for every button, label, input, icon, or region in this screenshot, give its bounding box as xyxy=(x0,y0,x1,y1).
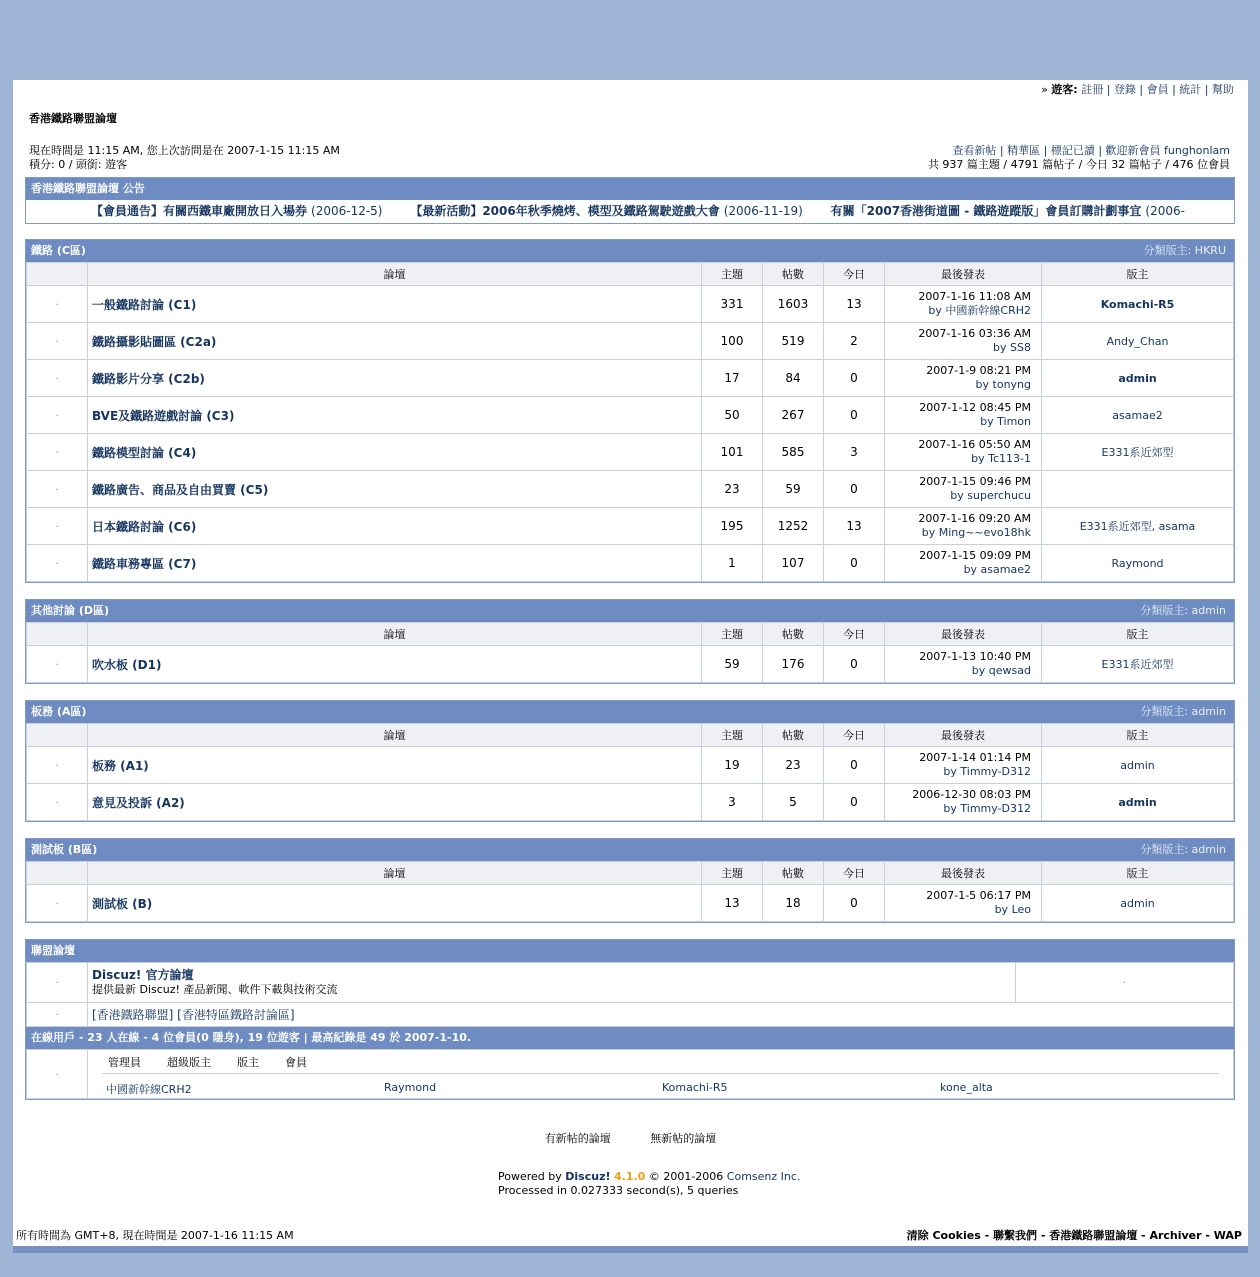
forum-link[interactable]: 吹水板 (D1) xyxy=(92,657,162,672)
last-post-author[interactable]: by Timon xyxy=(980,415,1031,428)
forum-link[interactable]: BVE及鐵路遊戲討論 (C3) xyxy=(92,408,235,423)
forum-status-icon: · xyxy=(27,323,88,360)
forum-link[interactable]: 板務 (A1) xyxy=(92,758,149,773)
forum-link[interactable]: 鐵路影片分享 (C2b) xyxy=(92,371,205,386)
forum-moderators[interactable]: E331系近郊型 xyxy=(1101,446,1174,459)
online-user[interactable]: Raymond xyxy=(384,1081,437,1094)
announce-item[interactable]: 【會員通告】有關西鐵車廠開放日入場券 xyxy=(91,204,308,218)
last-post-date: 2007-1-13 10:40 PM xyxy=(919,650,1031,663)
forum-row xyxy=(27,286,1234,323)
forum-status-icon: · xyxy=(27,747,88,784)
topic-count: 100 xyxy=(702,323,763,360)
text-links[interactable]: [香港鐵路聯盟] [香港特區鐵路討論區] xyxy=(92,1008,295,1022)
forum-status-icon: · xyxy=(27,885,88,922)
col-icon xyxy=(27,263,88,286)
last-post-date: 2007-1-14 01:14 PM xyxy=(919,751,1031,764)
today-count: 0 xyxy=(824,747,885,784)
legend-nonew: 無新帖的論壇 xyxy=(650,1132,717,1145)
forum-legend xyxy=(13,1130,1248,1146)
col-today: 今日 xyxy=(824,724,885,747)
forum-row xyxy=(27,508,1234,545)
post-count: 5 xyxy=(763,784,824,821)
last-post-date: 2007-1-15 09:09 PM xyxy=(919,549,1031,562)
forum-moderators[interactable]: Komachi-R5 xyxy=(1100,297,1175,311)
user-info xyxy=(29,144,340,172)
announcement-title: 香港鐵路聯盟論壇 公告 xyxy=(26,178,1234,200)
site-stats xyxy=(928,144,1230,172)
col-moderators: 版主 xyxy=(1042,623,1234,646)
forum-link[interactable]: 鐵路車務專區 (C7) xyxy=(92,556,197,571)
col-posts: 帖數 xyxy=(763,623,824,646)
post-count: 59 xyxy=(763,471,824,508)
forum-status-icon: · xyxy=(27,545,88,582)
forum-status-icon: · xyxy=(27,434,88,471)
forum-row xyxy=(27,434,1234,471)
last-post-date: 2007-1-16 03:36 AM xyxy=(918,327,1031,340)
version: 4.1.0 xyxy=(614,1170,646,1183)
category-box xyxy=(25,239,1235,583)
last-post-date: 2007-1-15 09:46 PM xyxy=(919,475,1031,488)
col-forum: 論壇 xyxy=(88,724,702,747)
last-post-author[interactable]: by 中國新幹線CRH2 xyxy=(928,304,1031,317)
last-post-author[interactable]: by superchucu xyxy=(950,489,1031,502)
announce-date: (2006- xyxy=(1145,204,1185,218)
online-user-list xyxy=(102,1074,1219,1097)
topic-count: 101 xyxy=(702,434,763,471)
forum-status-icon: · xyxy=(27,397,88,434)
forum-row xyxy=(27,784,1234,821)
last-post-date: 2007-1-16 11:08 AM xyxy=(918,290,1031,303)
forum-row xyxy=(27,323,1234,360)
category-link[interactable]: 其他討論 (D區) xyxy=(31,604,110,617)
last-post-author[interactable]: by Timmy-D312 xyxy=(943,765,1031,778)
time-line: 現在時間是 11:15 AM, 您上次訪問是在 2007-1-15 11:15 AM xyxy=(29,144,340,157)
announce-date: (2006-11-19) xyxy=(723,204,803,218)
post-count: 1252 xyxy=(763,508,824,545)
forum-link[interactable]: 鐵路模型討論 (C4) xyxy=(92,445,197,460)
topic-count: 13 xyxy=(702,885,763,922)
col-icon xyxy=(27,724,88,747)
last-post-date: 2007-1-12 08:45 PM xyxy=(919,401,1031,414)
logo-placeholder: · xyxy=(1016,963,1234,1003)
category-moderator: 分類版主: admin xyxy=(1140,705,1226,718)
legend-member: 會員 xyxy=(285,1056,307,1069)
forum-link[interactable]: 日本鐵路討論 (C6) xyxy=(92,519,197,534)
online-legend xyxy=(102,1052,1219,1074)
post-count: 519 xyxy=(763,323,824,360)
col-posts: 帖數 xyxy=(763,263,824,286)
last-post-author[interactable]: by Ming~~evo18hk xyxy=(921,526,1031,539)
forum-status-icon: · xyxy=(27,286,88,323)
forum-row xyxy=(27,885,1234,922)
col-moderators: 版主 xyxy=(1042,862,1234,885)
col-today: 今日 xyxy=(824,263,885,286)
col-forum: 論壇 xyxy=(88,862,702,885)
announce-item[interactable]: 【最新活動】2006年秋季燒烤、模型及鐵路駕駛遊戲大會 xyxy=(410,204,720,218)
copyright: © 2001-2006 xyxy=(645,1170,727,1183)
forum-moderators[interactable]: admin xyxy=(1120,896,1155,910)
col-moderators: 版主 xyxy=(1042,263,1234,286)
last-post-date: 2006-12-30 08:03 PM xyxy=(912,788,1031,801)
forum-row xyxy=(27,397,1234,434)
post-count: 267 xyxy=(763,397,824,434)
today-count: 0 xyxy=(824,471,885,508)
online-user[interactable]: 中國新幹線CRH2 xyxy=(106,1083,192,1096)
discuz-link[interactable]: Discuz! 官方論壇 xyxy=(92,968,194,982)
col-forum: 論壇 xyxy=(88,263,702,286)
col-posts: 帖數 xyxy=(763,724,824,747)
category-link[interactable]: 測試板 (B區) xyxy=(31,843,98,856)
stats-line: 共 937 篇主題 / 4791 篇帖子 / 今日 32 篇帖子 / 476 位會員 xyxy=(927,158,1230,171)
last-post-author[interactable]: by tonyng xyxy=(975,378,1031,391)
col-icon xyxy=(27,862,88,885)
bottom-bar xyxy=(13,1246,1248,1253)
score-line: 積分: 0 / 頭銜: 遊客 xyxy=(29,158,128,171)
forum-moderators[interactable]: admin xyxy=(1118,371,1157,385)
post-count: 176 xyxy=(763,646,824,683)
post-count: 23 xyxy=(763,747,824,784)
footer-link-list[interactable]: 清除 Cookies - 聯繫我們 - 香港鐵路聯盟論壇 - Archiver - WAP xyxy=(906,1229,1242,1242)
footer-links xyxy=(907,1227,1242,1243)
forum-moderators[interactable]: Raymond xyxy=(1111,556,1164,570)
last-post-author[interactable]: by Tc113-1 xyxy=(971,452,1031,465)
legend-admin: 管理員 xyxy=(108,1056,141,1069)
col-last-post: 最後發表 xyxy=(885,724,1042,747)
forum-moderators[interactable]: E331系近郊型 xyxy=(1101,658,1174,671)
col-last-post: 最後發表 xyxy=(885,623,1042,646)
col-topics: 主題 xyxy=(702,623,763,646)
forum-moderators[interactable]: admin xyxy=(1120,758,1155,772)
quick-links[interactable]: 查看新帖 | 精華區 | 標記已讀 | 歡迎新會員 funghonlam xyxy=(952,144,1230,157)
legend-mod: 版主 xyxy=(237,1056,259,1069)
legend-new: 有新帖的論壇 xyxy=(544,1132,611,1145)
last-post-date: 2007-1-5 06:17 PM xyxy=(926,889,1031,902)
announce-date: (2006-12-5) xyxy=(311,204,383,218)
post-count: 585 xyxy=(763,434,824,471)
col-topics: 主題 xyxy=(702,862,763,885)
forum-status-icon: · xyxy=(27,646,88,683)
topic-count: 331 xyxy=(702,286,763,323)
forum-row xyxy=(27,545,1234,582)
announcement-box xyxy=(25,177,1235,224)
category-title xyxy=(26,839,1234,861)
category-moderator: 分類版主: HKRU xyxy=(1143,244,1226,257)
forum-status-icon: · xyxy=(27,471,88,508)
today-count: 0 xyxy=(824,646,885,683)
post-count: 107 xyxy=(763,545,824,582)
links-box xyxy=(25,939,1235,1100)
category-moderator: 分類版主: admin xyxy=(1140,843,1226,856)
col-moderators: 版主 xyxy=(1042,724,1234,747)
top-nav-links[interactable]: 註冊 | 登錄 | 會員 | 統計 | 幫助 xyxy=(1081,83,1234,96)
announce-item[interactable]: 有關「2007香港街道圖 - 鐵路遊蹤版」會員訂購計劃事宜 xyxy=(830,204,1142,218)
forum-status-icon: · xyxy=(27,508,88,545)
today-count: 0 xyxy=(824,784,885,821)
forum-row xyxy=(27,360,1234,397)
forum-status-icon: · xyxy=(27,360,88,397)
category-moderator: 分類版主: admin xyxy=(1140,604,1226,617)
today-count: 0 xyxy=(824,397,885,434)
link-icon: · xyxy=(27,1003,88,1027)
today-count: 0 xyxy=(824,360,885,397)
guest-label: 遊客: xyxy=(1051,83,1078,96)
category-title xyxy=(26,240,1234,262)
topic-count: 23 xyxy=(702,471,763,508)
col-topics: 主題 xyxy=(702,724,763,747)
today-count: 3 xyxy=(824,434,885,471)
col-topics: 主題 xyxy=(702,263,763,286)
discuz-brand[interactable]: Discuz! xyxy=(565,1170,611,1183)
powered-by xyxy=(498,1170,800,1198)
forum-row xyxy=(27,747,1234,784)
last-post-author[interactable]: by SS8 xyxy=(993,341,1031,354)
legend-supermod: 超級版主 xyxy=(167,1056,211,1069)
last-post-date: 2007-1-9 08:21 PM xyxy=(926,364,1031,377)
col-today: 今日 xyxy=(824,623,885,646)
topic-count: 195 xyxy=(702,508,763,545)
topic-count: 19 xyxy=(702,747,763,784)
post-count: 84 xyxy=(763,360,824,397)
processed-info: Processed in 0.027333 second(s), 5 queries xyxy=(498,1184,739,1197)
last-post-date: 2007-1-16 05:50 AM xyxy=(918,438,1031,451)
category-link[interactable]: 板務 (A區) xyxy=(31,705,87,718)
topic-count: 3 xyxy=(702,784,763,821)
links-title: 聯盟論壇 xyxy=(26,940,1234,962)
today-count: 0 xyxy=(824,885,885,922)
today-count: 2 xyxy=(824,323,885,360)
topic-count: 1 xyxy=(702,545,763,582)
footer-time: 所有時間為 GMT+8, 現在時間是 2007-1-16 11:15 AM xyxy=(16,1229,294,1242)
forum-icon: · xyxy=(27,963,88,1003)
forum-link[interactable]: 一般鐵路討論 (C1) xyxy=(92,297,197,312)
col-last-post: 最後發表 xyxy=(885,862,1042,885)
category-title xyxy=(26,701,1234,723)
forum-moderators[interactable]: admin xyxy=(1118,795,1157,809)
site-title: 香港鐵路聯盟論壇 xyxy=(29,112,117,125)
top-nav: » 遊客: 註冊 | 登錄 | 會員 | 統計 | 幫助 xyxy=(1041,83,1234,96)
today-count: 0 xyxy=(824,545,885,582)
online-user[interactable]: kone_alta xyxy=(940,1081,993,1094)
post-count: 1603 xyxy=(763,286,824,323)
topic-count: 17 xyxy=(702,360,763,397)
col-last-post: 最後發表 xyxy=(885,263,1042,286)
topic-count: 50 xyxy=(702,397,763,434)
today-count: 13 xyxy=(824,508,885,545)
col-posts: 帖數 xyxy=(763,862,824,885)
forum-moderators[interactable]: E331系近郊型, asama xyxy=(1079,520,1196,533)
category-box xyxy=(25,599,1235,684)
col-icon xyxy=(27,623,88,646)
last-post-date: 2007-1-16 09:20 AM xyxy=(918,512,1031,525)
last-post-author[interactable]: by qewsad xyxy=(971,664,1031,677)
forum-moderators[interactable]: Andy_Chan xyxy=(1106,334,1169,348)
category-box xyxy=(25,838,1235,923)
page xyxy=(13,80,1248,1253)
forum-link[interactable]: 意見及投訴 (A2) xyxy=(92,795,185,810)
discuz-desc: 提供最新 Discuz! 產品新聞、軟件下載與技術交流 xyxy=(92,983,338,996)
last-post-author[interactable]: by asamae2 xyxy=(963,563,1031,576)
forum-row xyxy=(27,471,1234,508)
forum-status-icon: · xyxy=(27,784,88,821)
post-count: 18 xyxy=(763,885,824,922)
forum-moderators[interactable]: asamae2 xyxy=(1112,408,1163,422)
powered-prefix: Powered by xyxy=(498,1170,566,1183)
online-icon: · xyxy=(27,1050,88,1099)
col-forum: 論壇 xyxy=(88,623,702,646)
online-user[interactable]: Komachi-R5 xyxy=(662,1081,728,1094)
topic-count: 59 xyxy=(702,646,763,683)
online-summary: 在線用戶 - 23 人在線 - 4 位會員(0 隱身), 19 位遊客 | 最高紀錄是 49 於 2007-1-10. xyxy=(26,1027,1234,1049)
forum-link[interactable]: 測試板 (B) xyxy=(92,896,153,911)
forum-row xyxy=(27,646,1234,683)
category-box xyxy=(25,700,1235,822)
last-post-author[interactable]: by Timmy-D312 xyxy=(943,802,1031,815)
col-today: 今日 xyxy=(824,862,885,885)
forum-link[interactable]: 鐵路攝影貼圖區 (C2a) xyxy=(92,334,217,349)
company-link[interactable]: Comsenz Inc. xyxy=(726,1170,801,1183)
category-title xyxy=(26,600,1234,622)
forum-link[interactable]: 鐵路廣告、商品及自由買賣 (C5) xyxy=(92,482,269,497)
last-post-author[interactable]: by Leo xyxy=(994,903,1031,916)
today-count: 13 xyxy=(824,286,885,323)
category-link[interactable]: 鐵路 (C區) xyxy=(31,244,86,257)
announcement-bar xyxy=(26,200,1234,223)
